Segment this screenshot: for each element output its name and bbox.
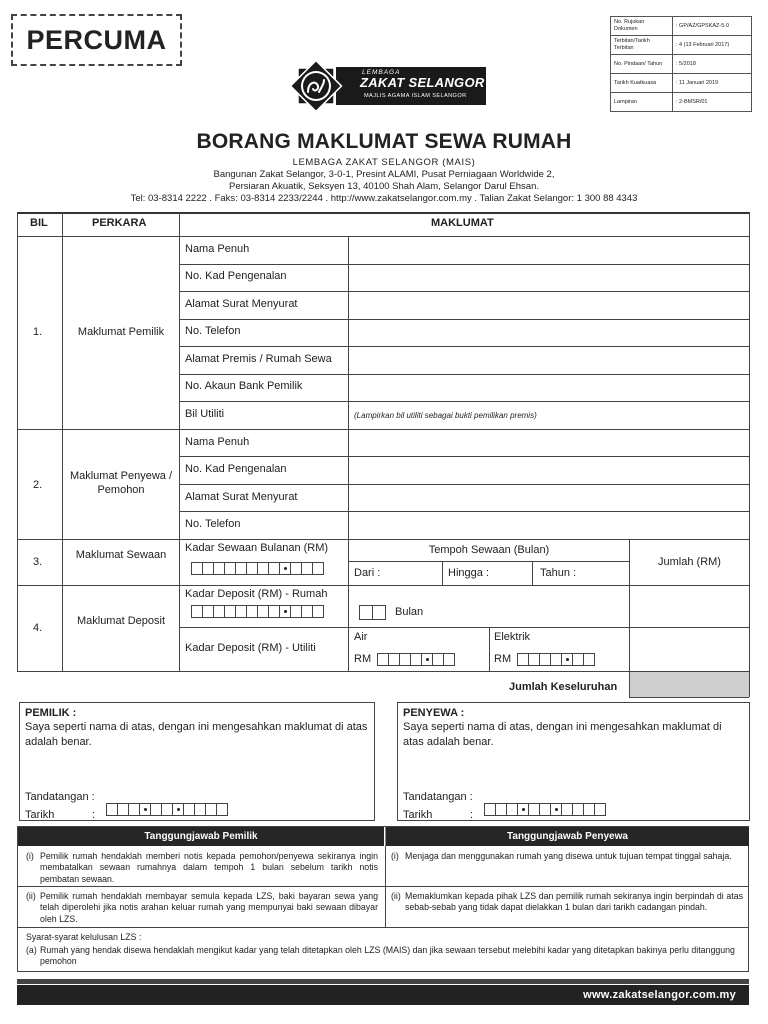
item-text: Rumah yang hendak disewa hendaklah mengikut kadar yang telah ditetapkan oleh LZS (MAIS) dan jika sewaan tersebut melebihi kadar yang ditetapkan bakinya perlu ditanggung pemohon <box>40 945 735 967</box>
deposit-months-boxes[interactable] <box>360 605 386 620</box>
house-deposit-label: Kadar Deposit (RM) - Rumah <box>185 588 328 600</box>
table-line <box>17 539 749 540</box>
form-title: BORANG MAKLUMAT SEWA RUMAH <box>196 130 572 153</box>
item-number: (a) <box>26 945 37 955</box>
total-amount-cell[interactable] <box>630 672 749 697</box>
logo-line-1: LEMBAGA <box>362 69 401 76</box>
electricity-rm-label: RM <box>494 653 512 665</box>
rental-year-label[interactable]: Tahun : <box>540 567 577 579</box>
tenant-name-input[interactable] <box>349 430 749 456</box>
table-line <box>749 212 750 697</box>
responsibilities-section <box>17 826 749 972</box>
deposit-months-label: Bulan <box>395 606 424 618</box>
electricity-label: Elektrik <box>494 631 531 643</box>
utility-deposit-label: Kadar Deposit (RM) - Utiliti <box>185 642 316 654</box>
section-4-label: Maklumat Deposit <box>76 615 166 627</box>
section-2-label: Maklumat Penyewa / Pemohon <box>69 470 173 496</box>
tenant-date-boxes[interactable] <box>485 803 606 816</box>
rental-until-label[interactable]: Hingga : <box>448 567 489 579</box>
rental-period-label: Tempoh Sewaan (Bulan) <box>428 544 550 556</box>
utility-bill-note: (Lampirkan bil utiliti sebagai bukti pemilikan premis) <box>354 411 537 420</box>
digit-box[interactable] <box>594 803 606 816</box>
section-3-label: Maklumat Sewaan <box>75 549 167 561</box>
owner-heading: PEMILIK : <box>25 707 77 719</box>
docref-key: Terbitan/Tarikh Terbitan <box>611 36 673 55</box>
owner-date-label: Tarikh <box>25 809 55 821</box>
owner-name-input[interactable] <box>349 237 749 264</box>
logo-line-2: ZAKAT SELANGOR <box>360 75 485 90</box>
owner-phone-input[interactable] <box>349 320 749 346</box>
owner-address-input[interactable] <box>349 292 749 319</box>
col-header-bil: BIL <box>30 217 48 229</box>
contact-line: Tel: 03-8314 2222 . Faks: 03-8314 2233/2244 . http://www.zakatselangor.com.my . Talian Zakat Selangor: 1 300 88 4343 <box>130 193 638 204</box>
address-line-1: Bangunan Zakat Selangor, 3-0-1, Presint ALAMI, Pusat Perniagaan Worldwide 2, <box>213 169 555 180</box>
digit-box[interactable] <box>583 653 595 666</box>
tenant-heading: PENYEWA : <box>403 707 465 719</box>
tenant-signature-label[interactable]: Tandatangan : <box>403 791 473 803</box>
owner-ic-input[interactable] <box>349 265 749 291</box>
item-text: Pemilik rumah hendaklah memberi notis kepada pemohon/penyewa sekiranya ingin membatalkan sewaan rumahnya dalam tempoh 1 bulan sebelum tarikh notis pembatan sewaan. <box>40 851 378 884</box>
table-line <box>179 627 749 628</box>
docref-value: : 4 (13 Februari 2017) <box>673 36 752 55</box>
table-line <box>179 212 180 671</box>
docref-value: : GP/AZ/GPSKAZ-5.0 <box>673 17 752 36</box>
electricity-deposit-digit-boxes[interactable] <box>518 653 595 666</box>
tenant-address-input[interactable] <box>349 485 749 511</box>
field-label: Alamat Surat Menyurat <box>185 298 298 310</box>
table-line <box>62 212 63 671</box>
rental-from-label[interactable]: Dari : <box>354 567 381 579</box>
table-line <box>17 212 749 214</box>
table-line <box>348 561 629 562</box>
section-1-number: 1. <box>33 326 43 338</box>
section-4-number: 4. <box>33 622 43 634</box>
document-reference-table <box>610 16 752 112</box>
table-line <box>17 585 749 586</box>
table-line <box>179 401 749 402</box>
footer-website-link[interactable]: www.zakatselangor.com.my <box>583 989 736 1001</box>
owner-responsibility-title: Tanggungjawab Pemilik <box>18 827 384 846</box>
item-number: (ii) <box>26 891 36 901</box>
logo-bar <box>336 67 486 105</box>
monthly-rent-label: Kadar Sewaan Bulanan (RM) <box>185 542 329 554</box>
field-label: No. Telefon <box>185 518 241 530</box>
owner-declaration-box <box>19 702 375 821</box>
section-3-number: 3. <box>33 556 43 568</box>
resp-divider <box>18 886 749 887</box>
docref-key: Lampiran <box>611 93 673 112</box>
col-header-perkara: PERKARA <box>92 217 147 229</box>
field-label: No. Akaun Bank Pemilik <box>185 380 303 392</box>
docref-value: : 11 Januari 2019 <box>673 74 752 93</box>
table-line <box>629 697 749 698</box>
field-label: Alamat Surat Menyurat <box>185 491 298 503</box>
section-2-number: 2. <box>33 479 43 491</box>
address-line-2: Persiaran Akuatik, Seksyen 13, 40100 Shah Alam, Selangor Darul Ehsan. <box>229 181 539 192</box>
docref-value: : 2-BMSR/01 <box>673 93 752 112</box>
owner-signature-label[interactable]: Tandatangan : <box>25 791 95 803</box>
grand-total-label: Jumlah Keseluruhan <box>509 681 618 693</box>
tenant-declaration-box <box>397 702 750 821</box>
table-line <box>489 627 490 671</box>
field-label: Alamat Premis / Rumah Sewa <box>185 353 332 365</box>
footer-stripe <box>17 979 749 984</box>
field-label: No. Kad Pengenalan <box>185 463 287 475</box>
water-rm-label: RM <box>354 653 372 665</box>
field-label: Bil Utiliti <box>185 408 225 420</box>
tenant-ic-input[interactable] <box>349 457 749 484</box>
logo-emblem-icon <box>286 56 346 116</box>
house-deposit-digit-boxes[interactable] <box>192 605 324 618</box>
item-number: (ii) <box>391 891 401 901</box>
item-number: (i) <box>391 851 399 861</box>
section-1-label: Maklumat Pemilik <box>77 326 165 338</box>
item-number: (i) <box>26 851 34 861</box>
water-label: Air <box>354 631 368 643</box>
docref-key: Tarikh Kuatkuasa <box>611 74 673 93</box>
tenant-phone-input[interactable] <box>349 512 749 539</box>
digit-box[interactable] <box>443 653 455 666</box>
field-label: Nama Penuh <box>185 436 250 448</box>
digit-box[interactable] <box>312 605 324 618</box>
table-line <box>532 561 533 585</box>
water-deposit-digit-boxes[interactable] <box>378 653 455 666</box>
digit-box[interactable] <box>372 605 386 620</box>
logo-line-3: MAJLIS AGAMA ISLAM SELANGOR <box>364 93 467 99</box>
item-text: Memaklumkan kepada pihak LZS dan pemilik rumah sekiranya ingin berpindah di atas sebab-sebab yang tidak dapat dielakkan 1 bulan dari tarikh cadangan pindah. <box>405 891 743 913</box>
zakat-selangor-logo <box>286 56 486 116</box>
monthly-rent-digit-boxes[interactable] <box>192 562 324 575</box>
docref-value: : 5/2018 <box>673 55 752 74</box>
table-line <box>442 561 443 585</box>
digit-box[interactable] <box>359 605 373 620</box>
digit-box[interactable] <box>216 803 228 816</box>
owner-date-colon: : <box>92 809 96 821</box>
percuma-badge: PERCUMA <box>11 14 182 66</box>
tenant-date-colon: : <box>470 809 474 821</box>
digit-box[interactable] <box>312 562 324 575</box>
field-label: Nama Penuh <box>185 243 250 255</box>
owner-bank-account-input[interactable] <box>349 375 749 401</box>
organization-name: LEMBAGA ZAKAT SELANGOR (MAIS) <box>292 157 476 168</box>
field-label: No. Telefon <box>185 325 241 337</box>
item-text: Pemilik rumah hendaklah membayar semula kepada LZS, baki bayaran sewa yang telah diperolehi jika notis arahan keluar rumah yang mempunyai baki sewaan dibayar oleh LZS. <box>40 891 378 924</box>
premise-address-input[interactable] <box>349 347 749 374</box>
item-text: Menjaga dan menggunakan rumah yang disewa untuk tujuan tempat tinggal sahaja. <box>405 851 732 861</box>
tenant-responsibility-title: Tanggungjawab Penyewa <box>385 827 749 846</box>
table-line <box>17 212 18 671</box>
owner-declaration-text: Saya seperti nama di atas, dengan ini mengesahkan maklumat di atas adalah benar. <box>25 721 368 748</box>
rental-total-label: Jumlah (RM) <box>658 556 721 568</box>
tenant-declaration-text: Saya seperti nama di atas, dengan ini mengesahkan maklumat di atas adalah benar. <box>403 721 722 748</box>
docref-key: No. Pindaan/ Tahun <box>611 55 673 74</box>
col-header-maklumat: MAKLUMAT <box>431 217 494 229</box>
field-label: No. Kad Pengenalan <box>185 270 287 282</box>
approval-conditions-title: Syarat-syarat kelulusan LZS : <box>26 932 142 942</box>
resp-divider <box>18 927 749 928</box>
tenant-date-label: Tarikh <box>403 809 433 821</box>
docref-key: No. Rujukan Dokumen <box>611 17 673 36</box>
owner-date-boxes[interactable] <box>107 803 228 816</box>
